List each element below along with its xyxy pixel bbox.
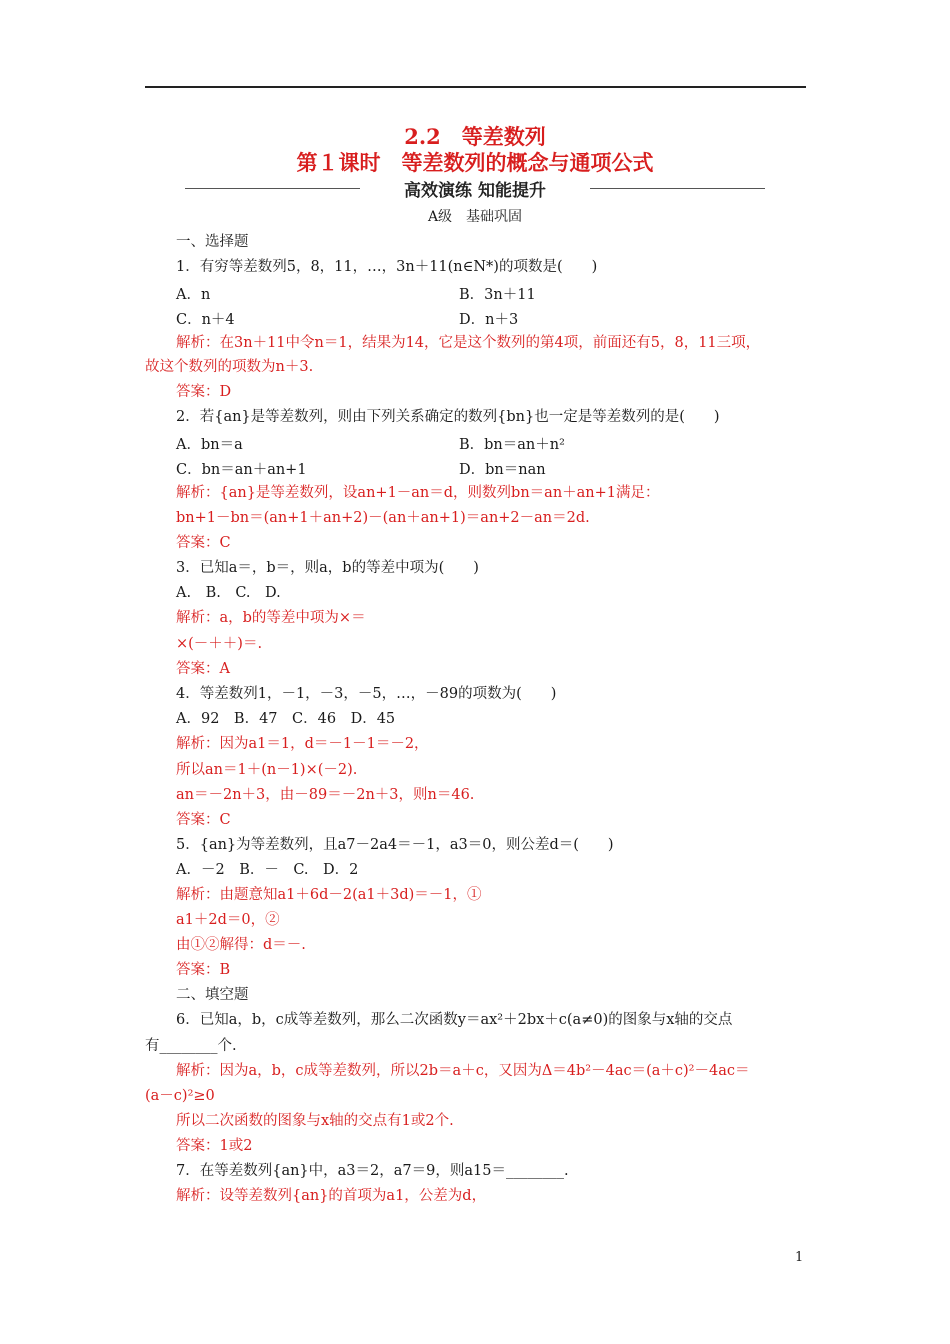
solution-text: 解析：因为a1＝1，d＝－1－1＝－2， — [176, 736, 429, 752]
answer-text: 答案：A — [176, 661, 230, 677]
answer-text: 答案：D — [176, 384, 232, 400]
answer-text: 答案：B — [176, 962, 231, 978]
question-6: 6．已知a，b，c成等差数列，那么二次函数y＝ax²＋2bx＋c(a≠0)的图象与x轴的交点 — [176, 1012, 733, 1028]
section-title: 2.2 等差数列 — [404, 124, 546, 149]
options-row: A．－2 B．－ C. D．2 — [176, 862, 359, 878]
solution-text: 故这个数列的项数为n＋3. — [145, 359, 314, 375]
question-1: 1．有穷等差数列5，8，11，…，3n＋11(n∈N*)的项数是( ) — [176, 259, 598, 275]
solution-text: 所以an＝1＋(n－1)×(－2). — [176, 762, 358, 778]
banner — [185, 176, 765, 200]
banner-rule-right — [590, 188, 765, 189]
lesson-title: 第１课时 等差数列的概念与通项公式 — [296, 150, 654, 175]
section-heading: 一、选择题 — [176, 234, 249, 250]
answer-text: 答案：1或2 — [176, 1138, 253, 1154]
solution-text: 由①②解得：d＝－. — [176, 937, 306, 953]
solution-text: 解析：设等差数列{an}的首项为a1，公差为d， — [176, 1188, 487, 1204]
solution-text: an＝－2n＋3，由－89＝－2n＋3，则n＝46. — [176, 787, 475, 803]
answer-text: 答案：C — [176, 535, 231, 551]
solution-text: 所以二次函数的图象与x轴的交点有1或2个. — [176, 1113, 454, 1129]
question-6-cont: 有________个. — [145, 1038, 237, 1054]
solution-text: (a－c)²≥0 — [145, 1088, 215, 1104]
solution-text: 解析：因为a，b，c成等差数列，所以2b＝a＋c，又因为Δ＝4b²－4ac＝(a＋c)²－4ac＝ — [176, 1063, 750, 1079]
answer-text: 答案：C — [176, 812, 231, 828]
option-a: A．bn＝a — [176, 437, 243, 453]
section-heading: 二、填空题 — [176, 987, 249, 1003]
question-2: 2．若{an}是等差数列，则由下列关系确定的数列{bn}也一定是等差数列的是( ) — [176, 409, 720, 425]
option-c: C．n＋4 — [176, 312, 235, 328]
option-d: D．bn＝nan — [459, 462, 546, 478]
banner-text: 高效演练 知能提升 — [404, 181, 546, 201]
options-row: A. B. C. D. — [176, 585, 281, 601]
option-a: A．n — [176, 287, 211, 303]
option-b: B．bn＝an＋n² — [459, 437, 565, 453]
solution-text: 解析：由题意知a1＋6d－2(a1＋3d)＝－1，① — [176, 887, 482, 903]
top-rule — [145, 86, 806, 88]
question-7: 7．在等差数列{an}中，a3＝2，a7＝9，则a15＝________. — [176, 1163, 569, 1179]
solution-text: a1＋2d＝0，② — [176, 912, 280, 928]
option-b: B．3n＋11 — [459, 287, 536, 303]
option-c: C．bn＝an＋an+1 — [176, 462, 307, 478]
level-heading: A级 基础巩固 — [427, 209, 523, 225]
solution-text: 解析：在3n＋11中令n＝1，结果为14，它是这个数列的第4项，前面还有5，8，11三项， — [176, 335, 761, 351]
page-number: 1 — [795, 1250, 804, 1265]
solution-text: 解析：{an}是等差数列，设an+1－an＝d，则数列bn＝an＋an+1满足： — [176, 485, 660, 501]
question-3: 3．已知a＝，b＝，则a，b的等差中项为( ) — [176, 560, 479, 576]
solution-text: 解析：a，b的等差中项为×＝ — [176, 610, 366, 626]
solution-text: bn+1－bn＝(an+1＋an+2)－(an＋an+1)＝an+2－an＝2d. — [176, 510, 590, 526]
options-row: A．92 B．47 C．46 D．45 — [176, 711, 396, 727]
question-5: 5．{an}为等差数列，且a7－2a4＝－1，a3＝0，则公差d＝( ) — [176, 837, 614, 853]
question-4: 4．等差数列1，－1，－3，－5，…，－89的项数为( ) — [176, 686, 557, 702]
option-d: D．n＋3 — [459, 312, 519, 328]
solution-text: ×(－＋＋)＝. — [176, 636, 263, 652]
